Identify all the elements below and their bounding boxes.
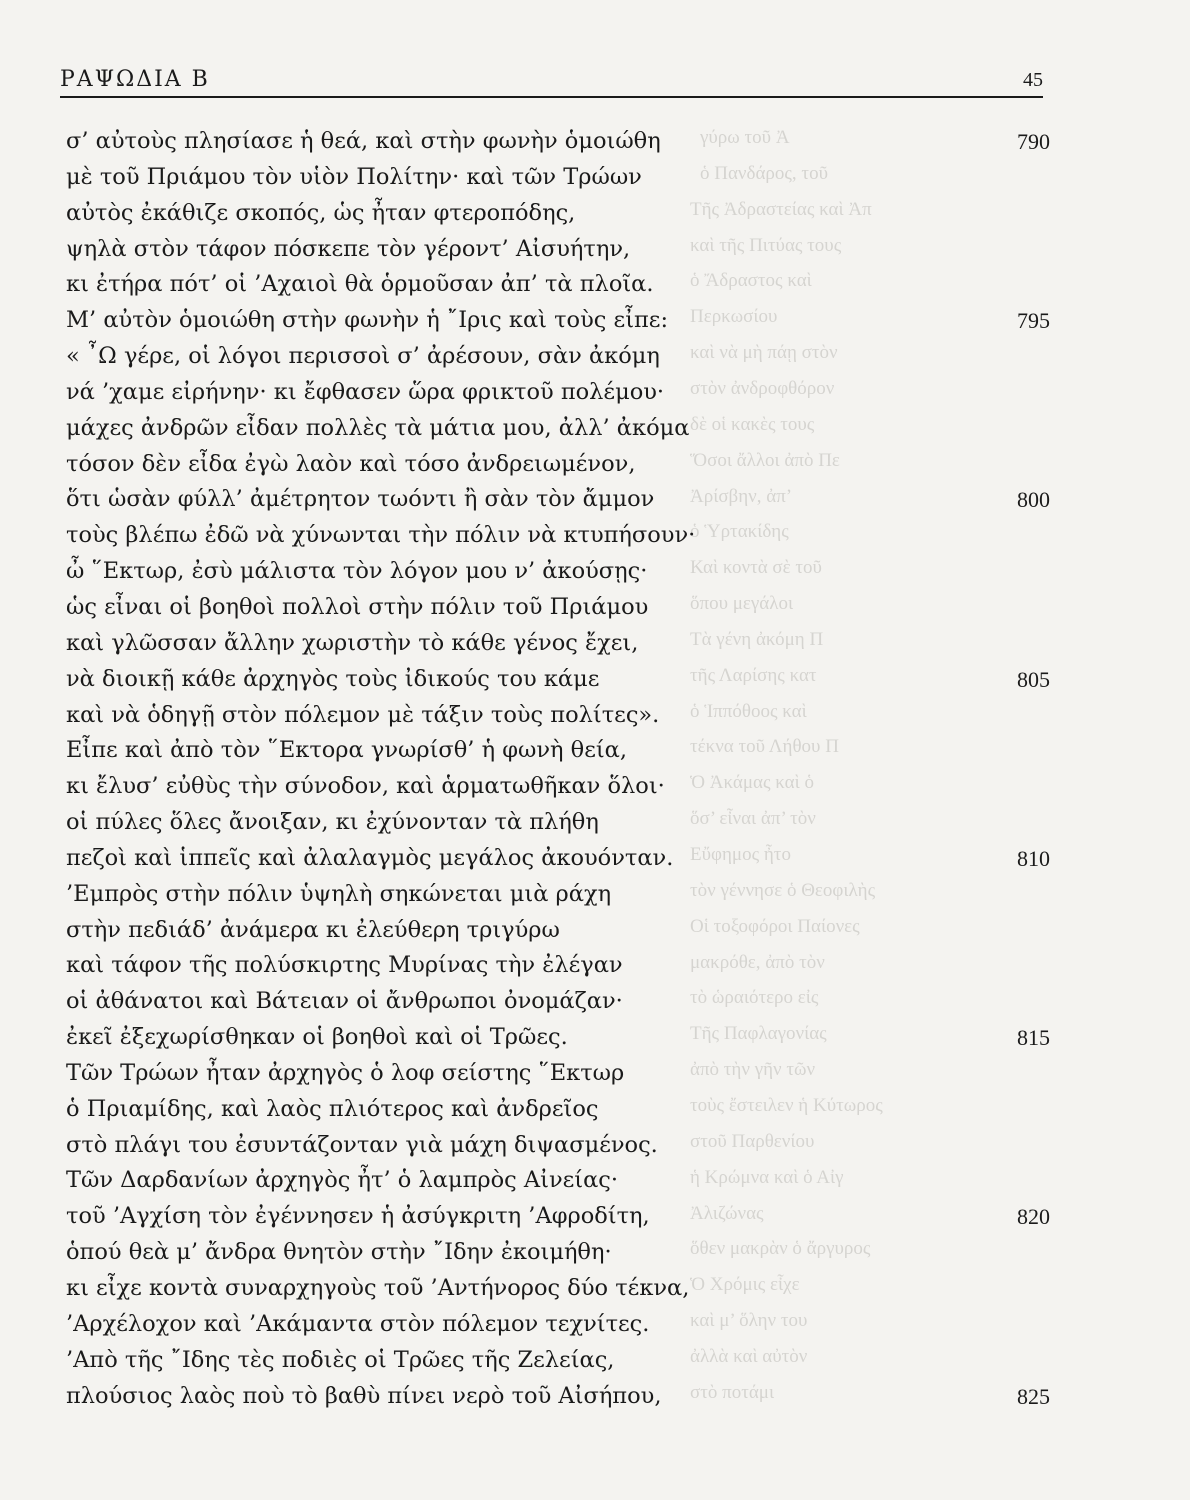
verse-line — [66, 733, 1050, 769]
verse-line — [66, 1235, 1050, 1271]
verse-text: Εἶπε καὶ ἀπὸ τὸν ῞Εκτορα γνωρίσθ’ ἡ φωνὴ θεία, — [66, 737, 628, 764]
verse-text: τοῦ ’Αγχίση τὸν ἐγέννησεν ἡ ἀσύγκριτη ’Αφροδίτη, — [66, 1203, 650, 1230]
bleed-through-text: Εὔφημος ἦτο — [690, 844, 791, 865]
bleed-through-text: Τὰ γένη ἀκόμη Π — [690, 628, 824, 650]
verse-line — [66, 698, 1050, 734]
bleed-through-text: Καὶ κοντὰ σὲ τοῦ — [690, 557, 822, 579]
bleed-through-text: Ὁ Ἀκάμας καὶ ὁ — [690, 772, 815, 794]
verse-text: τοὺς βλέπω ἐδῶ νὰ χύνωνται τὴν πόλιν νὰ κτυπήσουν· — [66, 522, 696, 549]
bleed-through-text: Τῆς Ἀδραστείας καὶ Ἀπ — [690, 198, 872, 220]
verse-text: στὸ πλάγι του ἐσυντάζονταν γιὰ μάχη διψασμένος. — [66, 1131, 658, 1158]
verse-text: Μ’ αὐτὸν ὁμοιώθη στὴν φωνὴν ἡ ῎Ιρις καὶ τοὺς εἶπε: — [66, 307, 669, 334]
verse-line — [66, 411, 1050, 447]
verse-line — [66, 1307, 1050, 1343]
verse-line — [66, 626, 1050, 662]
header-rule — [60, 96, 1043, 98]
line-number: 825 — [1017, 1383, 1050, 1409]
bleed-through-text: τῆς Λαρίσης κατ — [690, 664, 817, 686]
page-number: 45 — [1023, 69, 1043, 91]
verse-line — [66, 447, 1050, 483]
bleed-through-text: δὲ οἱ κακὲς τους — [690, 413, 815, 435]
bleed-through-text: στὸ ποτάμι — [690, 1381, 775, 1403]
verse-line — [66, 913, 1050, 949]
verse-line — [66, 232, 1050, 268]
verse-text: νὰ διοικῇ κάθε ἀρχηγὸς τοὺς ἰδικούς του κάμε — [66, 665, 600, 692]
verse-line — [66, 1271, 1050, 1307]
verse-text: σ’ αὐτοὺς πλησίασε ἡ θεά, καὶ στὴν φωνὴν ὁμοιώθη — [66, 128, 661, 154]
bleed-through-text: τὸν γέννησε ὁ Θεοφιλὴς — [690, 879, 876, 901]
verse-text: αὐτὸς ἐκάθιζε σκοπός, ὡς ἦταν φτεροπόδης, — [66, 199, 576, 226]
verse-line — [66, 518, 1050, 554]
verse-text: ψηλὰ στὸν τάφον πόσκεπε τὸν γέροντ’ Αἰσυήτην, — [66, 235, 631, 262]
verse-text: « ῏Ω γέρε, οἱ λόγοι περισσοὶ σ’ ἀρέσουν, σὰν ἀκόμη — [66, 343, 660, 370]
verse-text: Τῶν Δαρδανίων ἀρχηγὸς ἦτ’ ὁ λαμπρὸς Αἰνείας· — [66, 1167, 619, 1194]
verse-text: κι ἐτήρα πότ’ οἱ ’Αχαιοὶ θὰ ὁρμοῦσαν ἀπ’ τὰ πλοῖα. — [66, 271, 654, 298]
verse-line — [66, 482, 1050, 518]
verse-text: Τῶν Τρώων ἦταν ἀρχηγὸς ὁ λοφ σείστης ῞Εκτωρ — [66, 1059, 625, 1086]
verse-line — [66, 1343, 1050, 1379]
verse-line — [66, 590, 1050, 626]
verse-text: μὲ τοῦ Πριάμου τὸν υἱὸν Πολίτην· καὶ τῶν Τρώων — [66, 163, 642, 190]
verse-text: μάχες ἀνδρῶν εἶδαν πολλὲς τὰ μάτια μου, ἀλλ’ ἀκόμα — [66, 414, 690, 441]
verse-text: οἱ ἀθάνατοι καὶ Βάτειαν οἱ ἄνθρωποι ὀνομάζαν· — [66, 988, 623, 1015]
verse-text: ’Αρχέλοχον καὶ ’Ακάμαντα στὸν πόλεμον τεχνίτες. — [66, 1310, 650, 1337]
verse-text: κι ἔλυσ’ εὐθὺς τὴν σύνοδον, καὶ ἁρματωθῆκαν ὅλοι· — [66, 773, 665, 800]
verse-text: ὦ ῞Εκτωρ, ἐσὺ μάλιστα τὸν λόγον μου ν’ ἀκούσῃς· — [66, 558, 648, 585]
bleed-through-text: Τῆς Παφλαγονίας — [690, 1023, 827, 1045]
verse-line — [66, 1199, 1050, 1235]
line-number: 820 — [1017, 1204, 1050, 1230]
bleed-through-text: Ὁ Χρόμις εἶχε — [690, 1274, 800, 1296]
bleed-through-text: τὸ ὡραιότερο εἰς — [690, 987, 819, 1009]
verse-text: στὴν πεδιάδ’ ἀνάμερα κι ἐλεύθερη τριγύρω — [66, 916, 560, 943]
verse-text: ’Απὸ τῆς ῎Ιδης τὲς ποδιὲς οἱ Τρῶες τῆς Ζελείας, — [66, 1346, 615, 1373]
bleed-through-text: Ὅσοι ἄλλοι ἀπὸ Πε — [690, 449, 840, 471]
verse-line — [66, 841, 1050, 877]
line-number: 805 — [1017, 666, 1050, 692]
bleed-through-text: Ἀλιζώνας — [690, 1202, 764, 1224]
bleed-through-text: καὶ τῆς Πιτύας τους — [690, 234, 842, 256]
bleed-through-text: Περκωσίου — [690, 306, 778, 328]
line-number: 810 — [1017, 845, 1050, 871]
verse-text: ἐκεῖ ἐξεχωρίσθηκαν οἱ βοηθοὶ καὶ οἱ Τρῶες. — [66, 1024, 568, 1051]
verse-line — [66, 1128, 1050, 1164]
verse-line — [66, 1092, 1050, 1128]
verse-line — [66, 877, 1050, 913]
verse-line — [66, 303, 1050, 339]
bleed-through-text: ὅσ’ εἶναι ἀπ’ τὸν — [690, 808, 816, 830]
bleed-through-text: ἀλλὰ καὶ αὐτὸν — [690, 1345, 808, 1367]
bleed-through-text: Ἀρίσβην, ἀπ’ — [690, 485, 793, 507]
bleed-through-text: γύρω τοῦ Ἀ — [700, 127, 790, 148]
verse-line — [66, 1056, 1050, 1092]
verse-text: καὶ νὰ ὁδηγῇ στὸν πόλεμον μὲ τάξιν τοὺς πολίτες». — [66, 701, 660, 728]
verse-line — [66, 124, 1050, 160]
verse-text: καὶ τάφον τῆς πολύσκιρτης Μυρίνας τὴν ἐλέγαν — [66, 952, 623, 979]
bleed-through-text: ὁ Πανδάρος, τοῦ — [700, 162, 828, 184]
verse-block — [66, 124, 1050, 1414]
verse-text: ὅτι ὡσὰν φύλλ’ ἀμέτρητον τωόντι ἢ σὰν τὸν ἄμμον — [66, 486, 655, 513]
verse-text: ὁπού θεὰ μ’ ἄνδρα θνητὸν στὴν ῎Ιδην ἐκοιμήθη· — [66, 1239, 612, 1266]
bleed-through-text: στὸν ἀνδροφθόρον — [690, 377, 835, 399]
bleed-through-text: ὁ Ἄδραστος καὶ — [690, 270, 812, 292]
bleed-through-text: καὶ μ’ ὅλην του — [690, 1310, 808, 1332]
verse-line — [66, 554, 1050, 590]
verse-text: τόσον δὲν εἶδα ἐγὼ λαὸν καὶ τόσο ἀνδρειωμένον, — [66, 450, 636, 477]
verse-text: καὶ γλῶσσαν ἄλλην χωριστὴν τὸ κάθε γένος ἔχει, — [66, 629, 639, 656]
verse-text: ὡς εἶναι οἱ βοηθοὶ πολλοὶ στὴν πόλιν τοῦ Πριάμου — [66, 593, 649, 620]
bleed-through-text: ὁ Ἱππόθοος καὶ — [690, 700, 807, 722]
verse-text: κι εἶχε κοντὰ συναρχηγοὺς τοῦ ’Αντήνορος δύο τέκνα, — [66, 1275, 690, 1301]
bleed-through-text: ἡ Κρώμνα καὶ ὁ Αἰγ — [690, 1166, 844, 1188]
bleed-through-text: Οἱ τοξοφόροι Παίονες — [690, 915, 860, 937]
verse-line — [66, 984, 1050, 1020]
verse-line — [66, 1020, 1050, 1056]
verse-line — [66, 769, 1050, 805]
verse-text: πεζοὶ καὶ ἱππεῖς καὶ ἀλαλαγμὸς μεγάλος ἀκουόνταν. — [66, 844, 674, 871]
verse-line — [66, 267, 1050, 303]
line-number: 800 — [1017, 487, 1050, 513]
verse-text: νά ’χαμε εἰρήνην· κι ἔφθασεν ὥρα φρικτοῦ πολέμου· — [66, 378, 665, 405]
bleed-through-text: ἀπὸ τὴν γῆν τῶν — [690, 1059, 816, 1081]
running-title: ΡΑΨΩΔΙΑ Β — [60, 67, 210, 92]
line-number: 795 — [1017, 308, 1050, 334]
bleed-through-text: ὁ Ὑρτακίδης — [690, 521, 789, 543]
bleed-through-text: τέκνα τοῦ Λήθου Π — [690, 736, 839, 758]
bleed-through-text: μακρόθε, ἀπὸ τὸν — [690, 951, 825, 973]
verse-line — [66, 805, 1050, 841]
bleed-through-text: ὅθεν μακρὰν ὁ ἄργυρος — [690, 1238, 871, 1260]
bleed-through-text: τοὺς ἔστειλεν ἡ Κύτωρος — [690, 1094, 883, 1116]
bleed-through-text: ὅπου μεγάλοι — [690, 593, 794, 615]
verse-line — [66, 948, 1050, 984]
verse-text: ’Εμπρὸς στὴν πόλιν ὑψηλὴ σηκώνεται μιὰ ράχη — [66, 880, 612, 907]
verse-text: ὁ Πριαμίδης, καὶ λαὸς πλιότερος καὶ ἀνδρεῖος — [66, 1095, 599, 1122]
line-number: 815 — [1017, 1025, 1050, 1051]
verse-line — [66, 375, 1050, 411]
page-header — [60, 58, 1043, 92]
verse-line — [66, 1163, 1050, 1199]
line-number: 790 — [1017, 129, 1050, 154]
verse-line — [66, 662, 1050, 698]
verse-text: πλούσιος λαὸς ποὺ τὸ βαθὺ πίνει νερὸ τοῦ Αἰσήπου, — [66, 1382, 662, 1409]
bleed-through-text: καὶ νὰ μὴ πάῃ στὸν — [690, 342, 838, 364]
verse-line — [66, 1379, 1050, 1415]
verse-line — [66, 196, 1050, 232]
verse-line — [66, 339, 1050, 375]
verse-text: οἱ πύλες ὅλες ἄνοιξαν, κι ἐχύνονταν τὰ πλήθη — [66, 809, 599, 836]
verse-line — [66, 160, 1050, 196]
bleed-through-text: στοῦ Παρθενίου — [690, 1130, 815, 1152]
